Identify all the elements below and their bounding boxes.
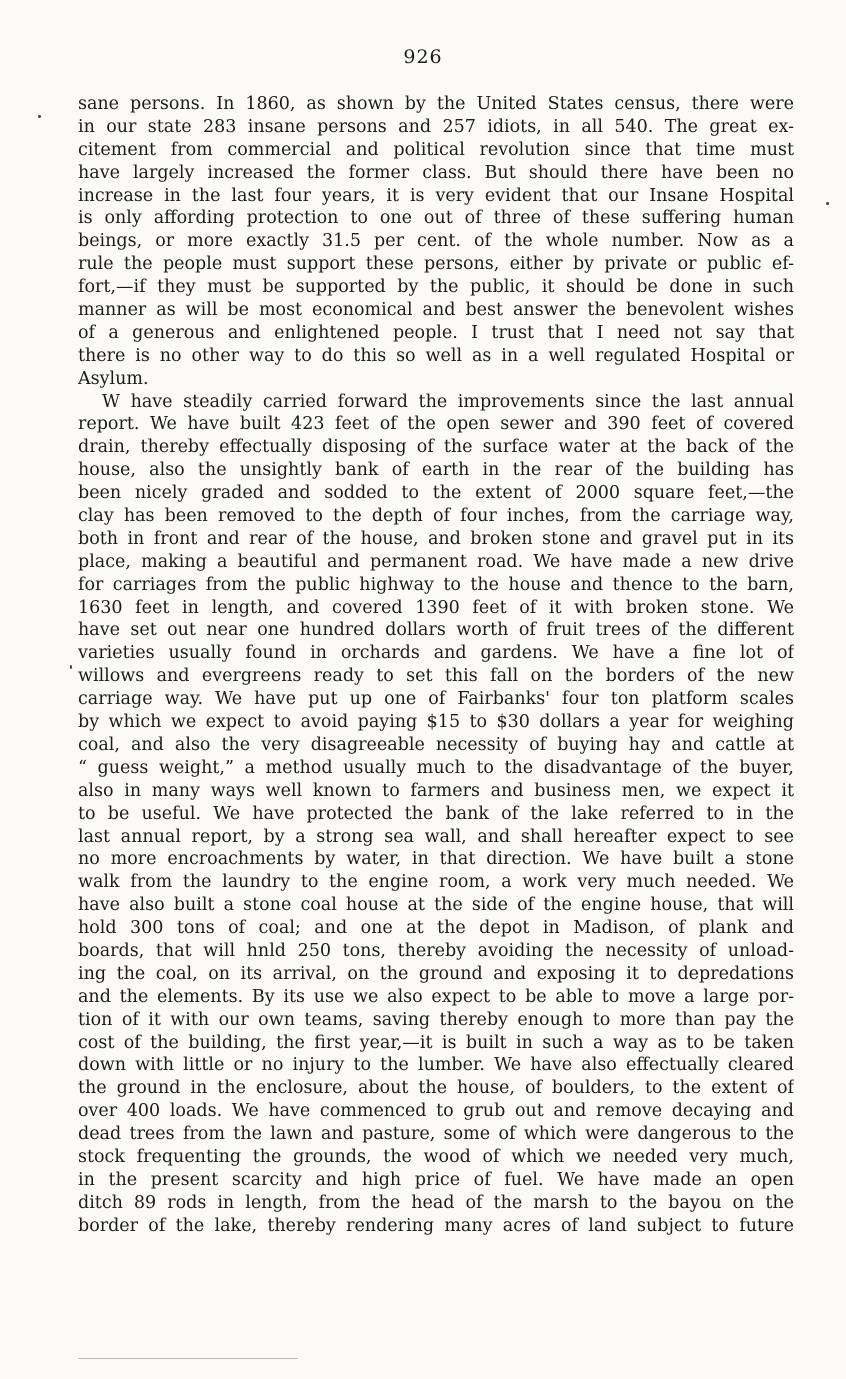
- page-number: 926: [403, 46, 443, 68]
- text-line: rule the people must support these persons, either by private or public ef-: [78, 254, 794, 275]
- text-line: beings, or more exactly 31.5 per cent. of the whole number. Now as a: [78, 231, 794, 252]
- text-line: in the present scarcity and high price of fuel. We have made an open: [78, 1169, 794, 1190]
- text-line: carriage way. We have put up one of Fairbanks' four ton platform scales: [78, 689, 794, 710]
- text-line: hold 300 tons of coal; and one at the depot in Madison, of plank and: [78, 918, 794, 939]
- text-line: tion of it with our own teams, saving thereby enough to more than pay the: [78, 1009, 794, 1030]
- text-line: by which we expect to avoid paying $15 to $30 dollars a year for weighing: [78, 712, 794, 733]
- text-line: last annual report, by a strong sea wall, and shall hereafter expect to see: [78, 826, 794, 847]
- text-line: walk from the laundry to the engine room, a work very much needed. We: [78, 872, 794, 893]
- text-line: stock frequenting the grounds, the wood of which we needed very much,: [78, 1146, 794, 1167]
- text-line: of a generous and enlightened people. I trust that I need not say that: [78, 322, 794, 343]
- text-line: also in many ways well known to farmers and business men, we expect it: [78, 780, 794, 801]
- margin-speck: [826, 202, 829, 205]
- text-line: border of the lake, thereby rendering many acres of land subject to future: [78, 1215, 794, 1236]
- text-line: no more encroachments by water, in that direction. We have built a stone: [78, 849, 794, 870]
- text-line: over 400 loads. We have commenced to grub out and remove decaying and: [78, 1101, 794, 1122]
- text-line: have set out near one hundred dollars worth of fruit trees of the different: [78, 620, 794, 641]
- text-line: ditch 89 rods in length, from the head of the marsh to the bayou on the: [78, 1192, 794, 1213]
- text-line: to be useful. We have protected the bank of the lake referred to in the: [78, 803, 794, 824]
- text-line: in our state 283 insane persons and 257 idiots, in all 540. The great ex-: [78, 116, 794, 137]
- text-line: both in front and rear of the house, and broken stone and gravel put in its: [78, 528, 794, 549]
- text-line: Asylum.: [78, 368, 149, 389]
- text-line: have largely increased the former class. But should there have been no: [78, 162, 794, 183]
- text-line: sane persons. In 1860, as shown by the United States census, there were: [78, 94, 794, 114]
- text-line: is only affording protection to one out of three of these suffering human: [78, 208, 794, 229]
- text-line: and the elements. By its use we also expect to be able to move a large por-: [78, 986, 794, 1007]
- text-line: citement from commercial and political revolution since that time must: [78, 139, 794, 160]
- body-text: [78, 93, 794, 1238]
- text-line: 1630 feet in length, and covered 1390 feet of it with broken stone. We: [78, 597, 794, 618]
- text-line: W have steadily carried forward the improvements since the last annual: [102, 391, 794, 412]
- text-line: boards, that will hnld 250 tons, thereby avoiding the necessity of unload-: [78, 940, 794, 961]
- text-line: have also built a stone coal house at the side of the engine house, that will: [78, 895, 794, 916]
- text-line: ing the coal, on its arrival, on the ground and exposing it to depredations: [78, 963, 794, 984]
- text-line: cost of the building, the first year,—it is built in such a way as to be taken: [78, 1032, 794, 1053]
- text-line: house, also the unsightly bank of earth in the rear of the building has: [78, 460, 794, 481]
- paragraph-improvements: [78, 391, 794, 1238]
- text-line: fort,—if they must be supported by the public, it should be done in such: [78, 277, 794, 298]
- text-line: coal, and also the very disagreeable necessity of buying hay and cattle at: [78, 734, 794, 755]
- text-line: “ guess weight,” a method usually much to the disadvantage of the buyer,: [78, 757, 794, 778]
- text-line: the ground in the enclosure, about the house, of boulders, to the extent of: [78, 1078, 794, 1099]
- text-line: report. We have built 423 feet of the open sewer and 390 feet of covered: [78, 414, 794, 435]
- footer-rule: [78, 1358, 298, 1359]
- paragraph-hospital-capacity: [78, 93, 794, 391]
- text-line: willows and evergreens ready to set this fall on the borders of the new: [78, 666, 794, 687]
- text-line: down with little or no injury to the lumber. We have also effectually cleared: [78, 1055, 794, 1076]
- text-line: varieties usually found in orchards and gardens. We have a fine lot of: [78, 643, 794, 664]
- text-line: been nicely graded and sodded to the extent of 2000 square feet,—the: [78, 483, 794, 504]
- margin-speck: [70, 665, 72, 669]
- text-line: clay has been removed to the depth of four inches, from the carriage way,: [78, 506, 794, 527]
- margin-speck: [38, 115, 41, 118]
- text-line: for carriages from the public highway to the house and thence to the barn,: [78, 574, 794, 595]
- text-line: manner as will be most economical and best answer the benevolent wishes: [78, 300, 794, 321]
- text-line: there is no other way to do this so well as in a well regulated Hospital or: [78, 345, 794, 366]
- text-line: dead trees from the lawn and pasture, some of which were dangerous to the: [78, 1124, 794, 1145]
- text-line: drain, thereby effectually disposing of the surface water at the back of the: [78, 437, 794, 458]
- text-line: place, making a beautiful and permanent road. We have made a new drive: [78, 551, 794, 572]
- text-line: increase in the last four years, it is very evident that our Insane Hospital: [78, 185, 794, 206]
